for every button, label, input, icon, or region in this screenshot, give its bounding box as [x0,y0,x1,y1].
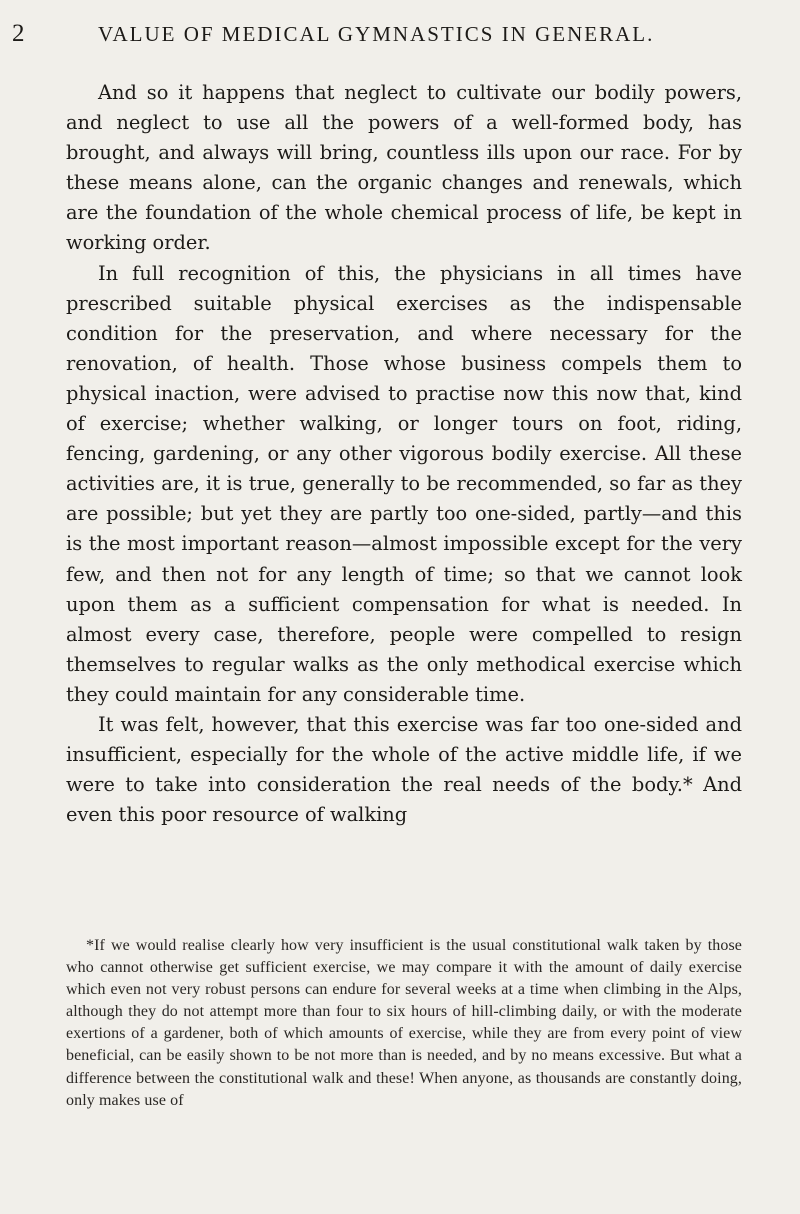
running-head [12,18,760,58]
page-number: 2 [12,20,26,47]
paragraph-3: It was felt, however, that this exercise was far too one-sided and insufficient, especially for the whole of the active middle life, if we were to take into consideration the real needs of the body.* And even this poor resource of walking [66,712,742,827]
running-title: VALUE OF MEDICAL GYMNASTICS IN GENERAL. [98,22,655,46]
body-text [66,78,742,830]
footnote: *If we would realise clearly how very insufficient is the usual constitutional walk taken by those who cannot otherwise get sufficient exercise, we may compare it with the amount of daily exercise which even not very robust persons can endure for several weeks at a time when climbing in the Alps, although they do not attempt more than four to six hours of hill-climbing daily, or with the moderate exertions of a gardener, both of which amounts of exercise, while they are from every point of view beneficial, can be easily shown to be not more than is needed, and by no means excessive. But what a difference between the constitutional walk and these! When anyone, as thousands are constantly doing, only makes use of [66,937,742,1109]
paragraph-2: In full recognition of this, the physicians in all times have prescribed suitable physical exercises as the indispensable condition for the preservation, and where necessary for the renovation, of health. Those whose business compels them to physical inaction, were advised to practise now this now that, kind of exercise; whether walking, or longer tours on foot, riding, fencing, gardening, or any other vigorous bodily exercise. All these activities are, it is true, generally to be recommended, so far as they are possible; but yet they are partly too one-sided, partly—and this is the most important reason—almost impossible except for the very few, and then not for any length of time; so that we cannot look upon them as a sufficient compensation for what is needed. In almost every case, therefore, people were compelled to resign themselves to regular walks as the only methodical exercise which they could maintain for any considerable time. [66,261,742,706]
paragraph-1: And so it happens that neglect to cultivate our bodily powers, and neglect to use all the powers of a well-formed body, has brought, and always will bring, countless ills upon our race. For by these means alone, can the organic changes and renewals, which are the foundation of the whole chemical process of life, be kept in working order. [66,81,742,255]
